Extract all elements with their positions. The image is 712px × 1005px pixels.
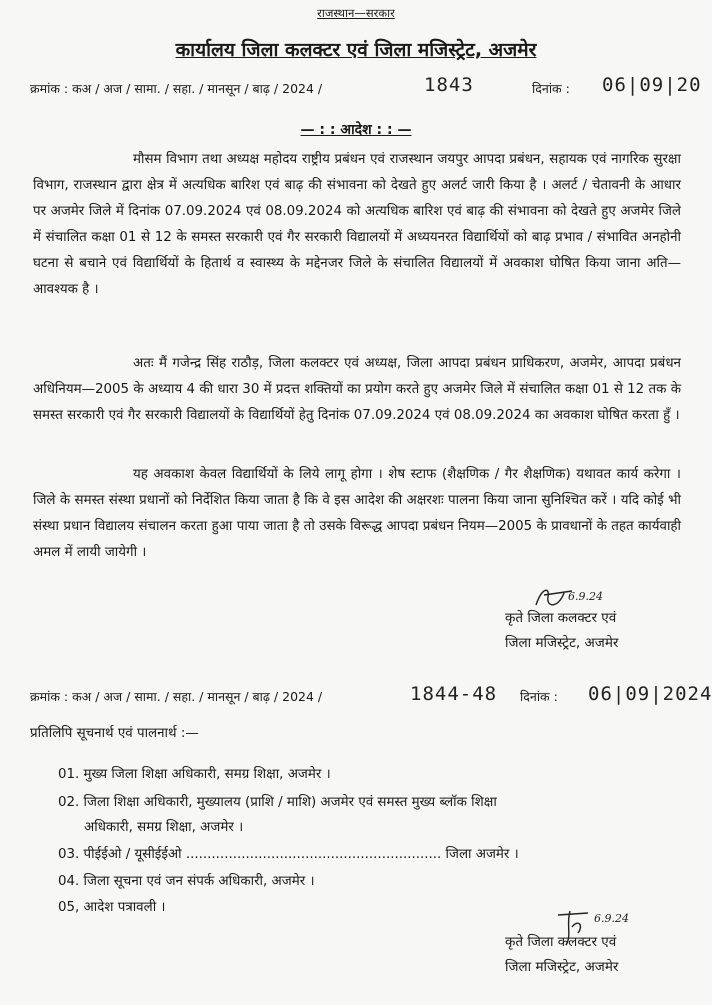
signature-date-1: 6.9.24 [568,590,603,603]
date-handwritten: 06|09|2024 [588,683,712,705]
copy-heading: प्रतिलिपि सूचनार्थ एवं पालनार्थ :— [30,726,199,741]
government-header: राजस्थान—सरकार [317,6,395,20]
order-paragraph-1: मौसम विभाग तथा अध्यक्ष महोदय राष्ट्रीय प्रबंधन एवं राजस्थान जयपुर आपदा प्रबंधन, सहायक एवं नागरिक सुरक्षा विभाग, राजस्थान द्वारा क्षेत्र में अत्यधिक बारिश एवं बाढ़ की संभावना को देखते हुए अलर्ट जारी किया है । अलर्ट / चेतावनी के आधार पर अजमेर जिले में दिनांक 07.09.2024 एवं 08.09.2024 को अत्यधिक बारिश एवं बाढ़ की संभावना को देखते हुए अजमेर जिले में संचालित कक्षा 01 से 12 के समस्त सरकारी एवं गैर सरकारी विद्यालयों में अध्ययनरत विद्यार्थियों को बाढ़ प्रभाव / संभावित अनहोनी घटना से बचाने एवं विद्यार्थियों के हितार्थ व स्वास्थ्य के मद्देनजर जिले के संचालित विद्यालयों में अवकाश घोषित किया जाना अति—आवश्यक है । [33,152,681,297]
reference-line-2 [30,688,322,705]
reference-label: क्रमांक : कअ / अज / सामा. / सहा. / मानसून / बाढ़ / 2024 / [30,81,323,96]
signature-line: कृते जिला कलक्टर एवं [505,610,617,626]
signature-date-2: 6.9.24 [594,912,629,925]
reference-number-handwritten: 1843 [424,74,474,96]
copy-list-item: 05, आदेश पत्रावली । [58,900,166,915]
date-label: दिनांक : [532,81,570,96]
copy-list-item: अधिकारी, समग्र शिक्षा, अजमेर । [84,820,244,835]
date-label: दिनांक : [520,689,558,704]
copy-list-item: 02. जिला शिक्षा अधिकारी, मुख्यालय (प्राशि / माशि) अजमेर एवं समस्त मुख्य ब्लॉक शिक्षा [58,795,497,810]
signature-line: जिला मजिस्ट्रेट, अजमेर [505,959,619,975]
reference-line-1 [30,80,322,97]
signature-line: कृते जिला कलक्टर एवं [505,934,617,950]
signature-block-2 [505,930,618,980]
signature-line: जिला मजिस्ट्रेट, अजमेर [505,635,619,651]
copy-list-item: 04. जिला सूचना एवं जन संपर्क अधिकारी, अजमेर । [58,874,315,889]
copy-list-item: 03. पीईईओ / यूसीईईओ ............................................................ जिला अजमेर । [58,847,519,862]
reference-number-handwritten: 1844-48 [410,683,498,705]
copy-list-item: 01. मुख्य जिला शिक्षा अधिकारी, समग्र शिक्षा, अजमेर । [58,767,331,782]
office-title: कार्यालय जिला कलक्टर एवं जिला मजिस्ट्रेट, अजमेर [175,39,537,61]
order-heading: — : : आदेश : : — [300,122,412,138]
signature-block-1 [505,606,618,656]
order-paragraph-2: अतः मैं गजेन्द्र सिंह राठौड़, जिला कलक्टर एवं अध्यक्ष, जिला आपदा प्रबंधन प्राधिकरण, अजमेर, आपदा प्रबंधन अधिनियम—2005 के अध्याय 4 की धारा 30 में प्रदत्त शक्तियों का प्रयोग करते हुए अजमेर जिले में संचालित कक्षा 01 से 12 तक के समस्त सरकारी एवं गैर सरकारी विद्यालयों के विद्यार्थियों हेतु दिनांक 07.09.2024 एवं 08.09.2024 का अवकाश घोषित करता हुँ । [33,356,681,423]
order-paragraph-3: यह अवकाश केवल विद्यार्थियों के लिये लागू होगा । शेष स्टाफ (शैक्षणिक / गैर शैक्षणिक) यथावत कार्य करेगा । जिले के समस्त संस्था प्रधानों को निर्देशित किया जाता है कि वे इस आदेश की अक्षरशः पालना किया जाना सुनिश्चित करें । यदि कोई भी संस्था प्रधान विद्यालय संचालन करता हुआ पाया जाता है तो उसके विरूद्ध आपदा प्रबंधन नियम—2005 के प्रावधानों के तहत कार्यवाही अमल में लायी जायेगी । [33,467,681,560]
date-handwritten: 06|09|20 [602,74,702,96]
reference-label: क्रमांक : कअ / अज / सामा. / सहा. / मानसून / बाढ़ / 2024 / [30,689,323,704]
